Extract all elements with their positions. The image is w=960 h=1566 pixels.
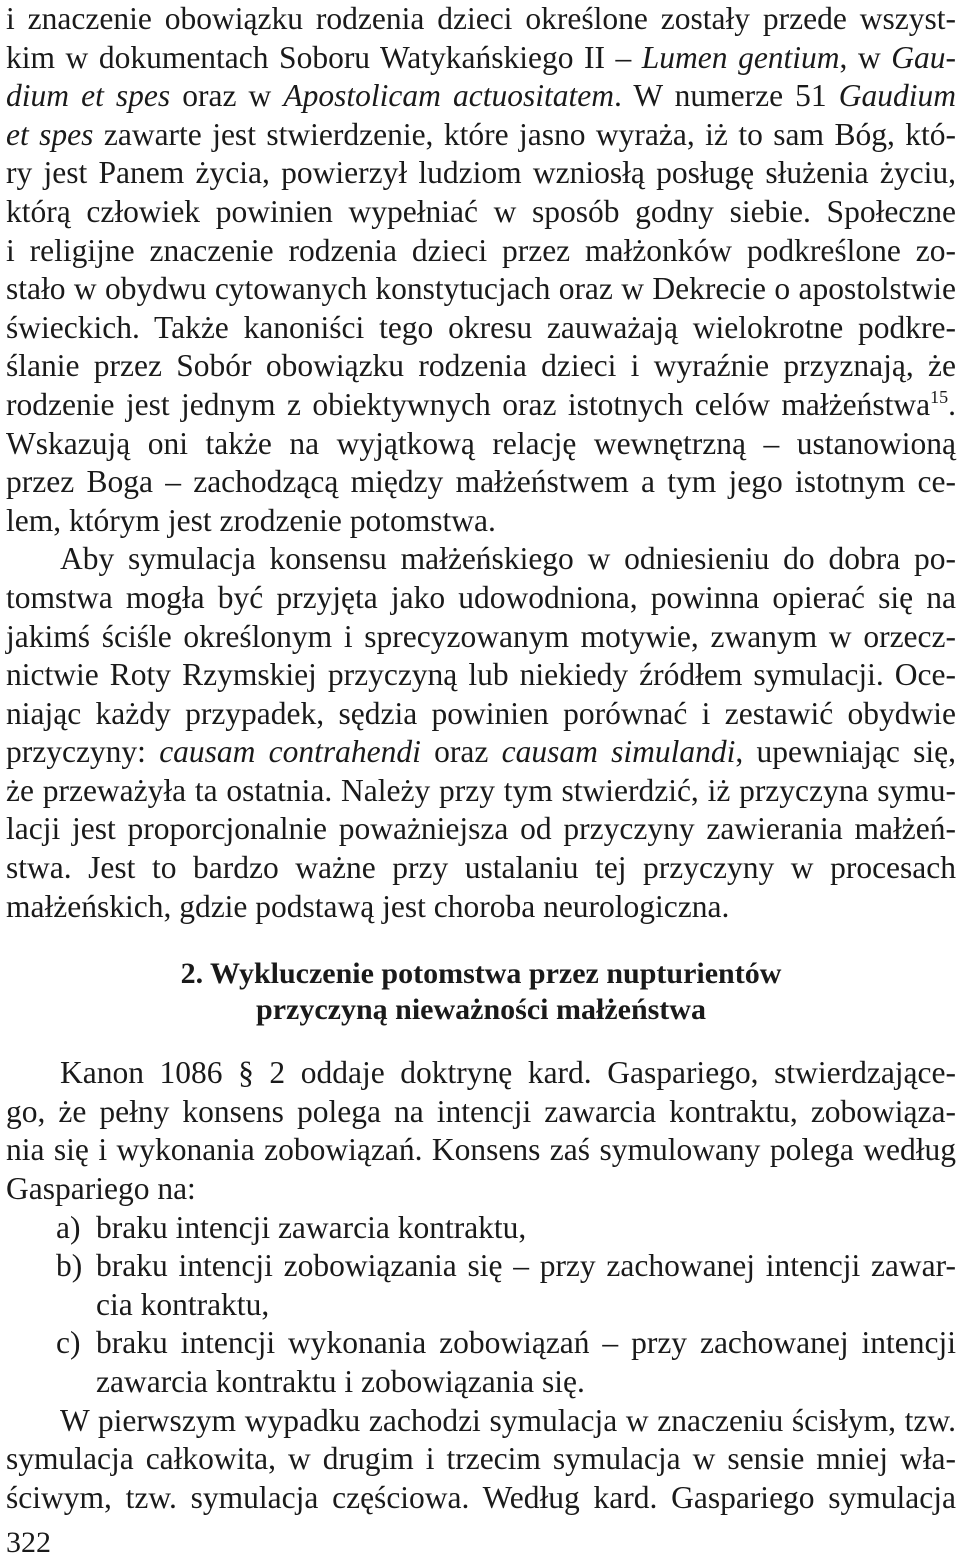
paragraph-1-line: lem, którym jest zrodzenie potomstwa. [6,502,496,538]
paragraph-4 [6,1402,956,1518]
paragraph-1-line: dium et spes oraz w Apostolicam actuositatem. W numerze 51 Gaudium [6,78,956,114]
paragraph-2-line: niając każdy przypadek, sędzia powinien porównać i zestawić obydwie [6,695,956,731]
list-item: zawarcia kontraktu i zobowiązania się. [96,1364,585,1399]
list-item: cia kontraktu, [96,1286,270,1322]
paragraph-2 [6,540,956,926]
list-item-label: a) [56,1209,81,1245]
list-item-text: braku intencji zobowiązania się – przy zachowanej intencji zawar- [96,1248,956,1284]
paragraph-1-line: świeckich. Także kanoniści tego okresu zauważają wielokrotne podkre- [6,309,956,345]
paragraph-1-line: Wskazują oni także na wyjątkową relację wewnętrzną – ustanowioną [6,425,956,461]
paragraph-2-line: przyczyny: causam contrahendi oraz causam simulandi, upewniając się, [6,734,957,770]
page-number: 322 [6,1526,51,1559]
list-item [6,1247,956,1286]
paragraph-1-line: i religijne znaczenie rodzenia dzieci przez małżonków podkreślone zo- [6,232,956,268]
paragraph-3-line: nia się i wykonania zobowiązań. Konsens zaś symulowany polega według [6,1132,956,1168]
paragraph-1-line: ry jest Panem życia, powierzył ludziom wzniosłą posługę służenia życiu, [6,155,956,191]
paragraph-1-line: kim w dokumentach Soboru Watykańskiego II – Lumen gentium, w Gau- [6,39,956,75]
paragraph-2-line: lacji jest proporcjonalnie poważniejsza od przyczyny zawierania małżeń- [6,811,956,847]
paragraph-2-line: stwa. Jest to bardzo ważne przy ustalaniu tej przyczyny w procesach [6,850,956,886]
paragraph-3 [6,1054,956,1208]
list-item-label: c) [56,1325,81,1361]
paragraph-2-line: jakimś ściśle określonym i sprecyzowanym motywie, zwanym w orzecz- [6,618,956,654]
paragraph-1-line: przez Boga – zachodzącą między małżeństwem a tym jego istotnym ce- [6,464,956,500]
paragraph-2-line: małżeńskich, gdzie podstawą jest choroba neurologiczna. [6,888,730,924]
paragraph-1-line: et spes zawarte jest stwierdzenie, które jasno wyraża, iż to sam Bóg, któ- [6,116,956,152]
list-item-text: braku intencji wykonania zobowiązań – przy zachowanej intencji [96,1325,956,1361]
list-item-label: b) [56,1248,83,1284]
paragraph-1-line: rodzenie jest jednym z obiektywnych oraz istotnych celów małżeństwa$^{15}$. [6,386,956,422]
paragraph-2-line: Aby symulacja konsensu małżeńskiego w odniesieniu do dobra po- [60,541,956,577]
paragraph-2-line: tomstwa mogła być przyjęta jako udowodniona, powinna opierać się na [6,579,956,615]
list-item [6,1324,956,1363]
paragraph-1-line: którą człowiek powinien wypełniać w sposób godny siebie. Społeczne [6,193,956,229]
paragraph-4-line: ściwym, tzw. symulacja częściowa. Według kard. Gaspariego symulacja [6,1479,956,1515]
paragraph-3-line: Kanon 1086 § 2 oddaje doktrynę kard. Gaspariego, stwierdzające- [60,1055,956,1091]
paragraph-1 [6,0,956,540]
paragraph-1-line: ślanie przez Sobór obowiązku rodzenia dzieci i wyraźnie przyznają, że [6,348,956,384]
paragraph-2-line: że przeważyła ta ostatnia. Należy przy tym stwierdzić, iż przyczyna symu- [6,772,956,808]
paragraph-1-line: i znaczenie obowiązku rodzenia dzieci określone zostały przede wszyst- [6,1,956,36]
page-body [6,0,956,1517]
paragraph-1-line: stało w obydwu cytowanych konstytucjach oraz w Dekrecie o apostolstwie [6,271,956,307]
paragraph-4-line: symulacja całkowita, w drugim i trzecim symulacja w sensie mniej wła- [6,1441,956,1477]
paragraph-3-line: go, że pełny konsens polega na intencji zawarcia kontraktu, zobowiąza- [6,1093,956,1129]
paragraph-4-line: W pierwszym wypadku zachodzi symulacja w znaczeniu ścisłym, tzw. [60,1402,956,1438]
section-heading-line-2: przyczyną nieważności małżeństwa [256,993,706,1027]
condition-list [6,1209,956,1402]
list-item [6,1209,956,1248]
paragraph-2-line: nictwie Roty Rzymskiej przyczyną lub niekiedy źródłem symulacji. Oce- [6,657,956,693]
paragraph-3-line: Gaspariego na: [6,1171,196,1207]
list-item-text: braku intencji zawarcia kontraktu, [96,1209,527,1245]
section-heading-line-1: 2. Wykluczenie potomstwa przez nupturientów [180,957,782,991]
